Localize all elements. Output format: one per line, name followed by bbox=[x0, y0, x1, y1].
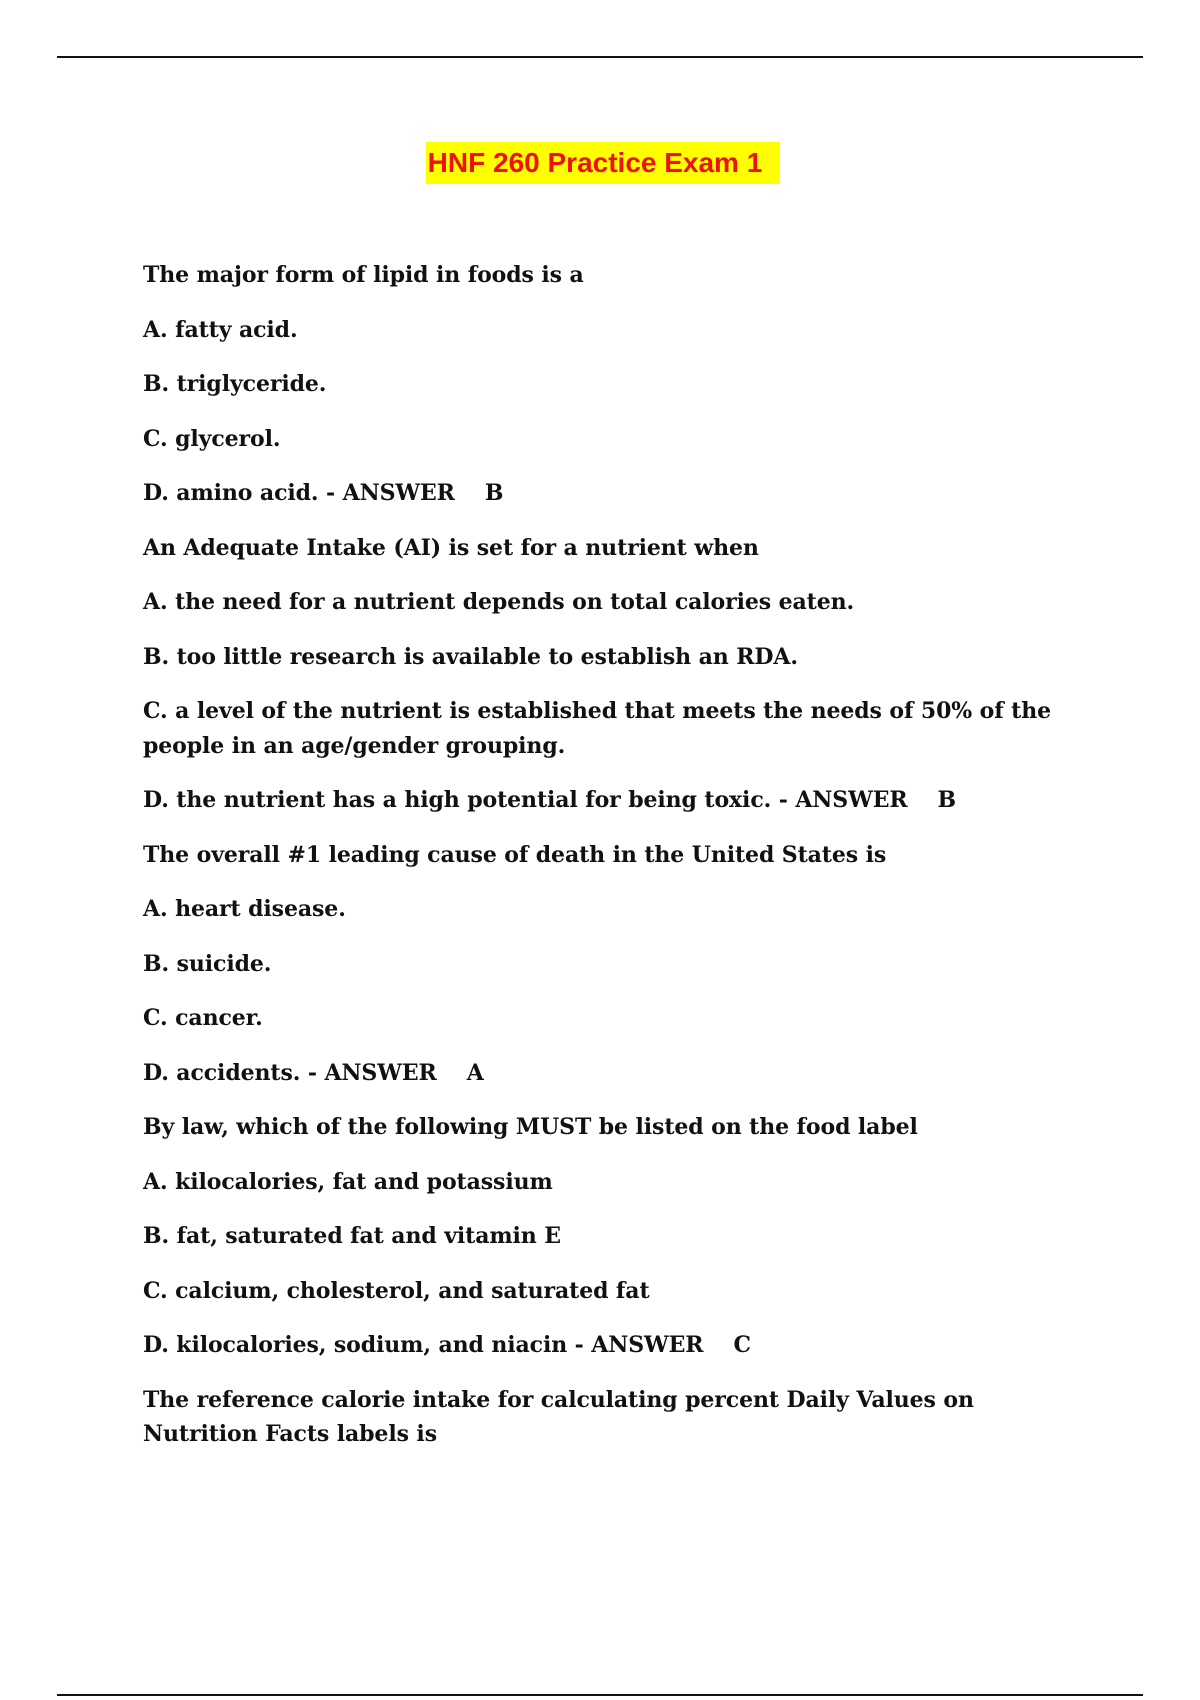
question-stem: The reference calorie intake for calculating percent Daily Values on Nutrition Facts labels is bbox=[143, 1386, 974, 1447]
question-1 bbox=[143, 258, 1073, 511]
option-a: A. the need for a nutrient depends on total calories eaten. bbox=[143, 589, 855, 615]
option-d: D. the nutrient has a high potential for being toxic. - ANSWER bbox=[143, 787, 908, 813]
option-b: B. too little research is available to establish an RDA. bbox=[143, 643, 798, 670]
question-5 bbox=[143, 1383, 1073, 1452]
question-stem: An Adequate Intake (AI) is set for a nutrient when bbox=[143, 534, 759, 561]
option-c: C. cancer. bbox=[143, 1005, 263, 1031]
exam-content bbox=[143, 258, 1073, 1472]
option-c: C. a level of the nutrient is established that meets the needs of 50% of the people in an age/gender grouping. bbox=[143, 698, 1052, 759]
answer-letter: B bbox=[484, 480, 504, 506]
option-d-with-answer bbox=[143, 1056, 1073, 1091]
answer-letter: B bbox=[937, 787, 957, 813]
question-stem: The overall #1 leading cause of death in the United States is bbox=[143, 841, 887, 868]
option-d: D. amino acid. - ANSWER bbox=[143, 480, 455, 506]
footer-rule bbox=[57, 1694, 1143, 1696]
option-d: D. accidents. - ANSWER bbox=[143, 1059, 437, 1086]
option-b: B. suicide. bbox=[143, 950, 272, 977]
question-4 bbox=[143, 1110, 1073, 1363]
header-rule bbox=[57, 56, 1143, 58]
title-container bbox=[0, 142, 1200, 184]
option-a: A. kilocalories, fat and potassium bbox=[143, 1168, 553, 1195]
document-title: HNF 260 Practice Exam 1 bbox=[426, 142, 781, 184]
option-a: A. heart disease. bbox=[143, 896, 346, 922]
option-c: C. calcium, cholesterol, and saturated fat bbox=[143, 1277, 650, 1304]
answer-letter: C bbox=[733, 1332, 751, 1358]
option-d: D. kilocalories, sodium, and niacin - ANSWER bbox=[143, 1332, 704, 1358]
option-a: A. fatty acid. bbox=[143, 316, 298, 343]
question-stem: By law, which of the following MUST be listed on the food label bbox=[143, 1114, 918, 1140]
option-d-with-answer bbox=[143, 783, 1073, 818]
option-d-with-answer bbox=[143, 476, 1073, 511]
option-c: C. glycerol. bbox=[143, 425, 281, 452]
question-stem: The major form of lipid in foods is a bbox=[143, 262, 584, 288]
option-b: B. triglyceride. bbox=[143, 371, 327, 397]
option-d-with-answer bbox=[143, 1328, 1073, 1363]
option-b: B. fat, saturated fat and vitamin E bbox=[143, 1223, 561, 1249]
question-2 bbox=[143, 531, 1073, 818]
answer-letter: A bbox=[466, 1059, 484, 1086]
question-3 bbox=[143, 838, 1073, 1091]
